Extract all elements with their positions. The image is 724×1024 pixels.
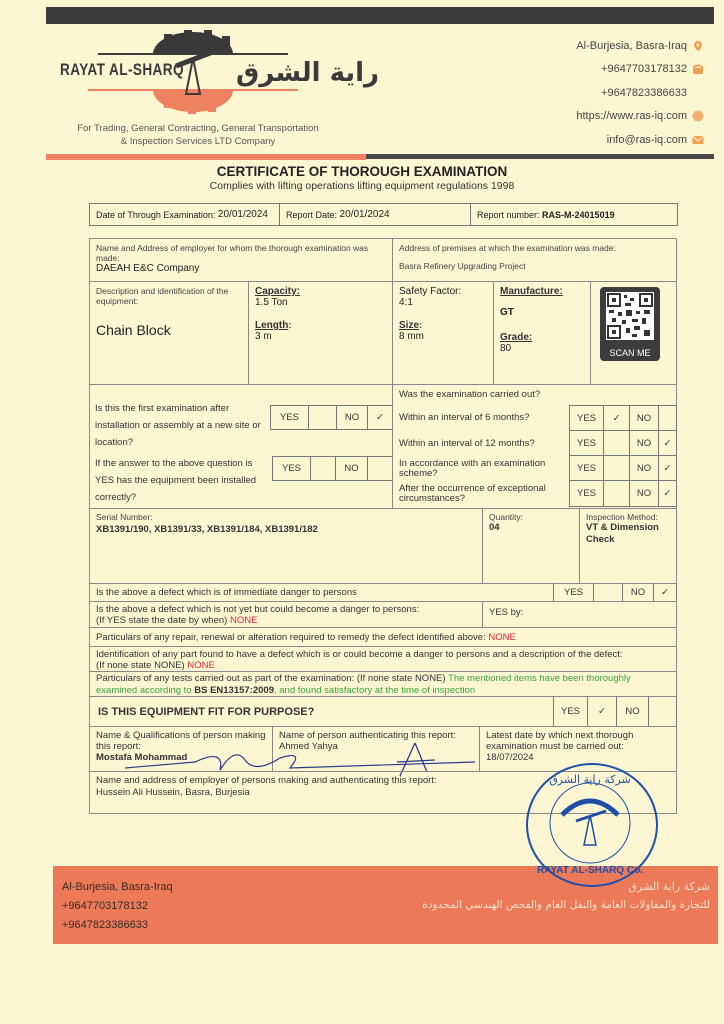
exam-row-12-months: Within an interval of 12 months? [399, 438, 535, 449]
exam-scheme-yes-no: YES NO ✓ [569, 455, 677, 481]
exam-12-months-yes-no: YES NO ✓ [569, 430, 677, 456]
contact-address: Al-Burjesia, Basra-Iraq [576, 34, 704, 58]
exam-6-months-yes-no: YES ✓ NO [569, 405, 677, 431]
certificate-title: CERTIFICATE OF THOROUGH EXAMINATION [216, 164, 508, 179]
installed-question: If the answer to the above question is YES has the equipment been installed correctly? [95, 458, 257, 503]
manufacture-grade-cell: Manufacture: GT Grade: 80 [493, 281, 591, 385]
qr-code-icon [606, 292, 654, 340]
next-exam-cell: Latest date by which next thorough examination must be carried out: 18/07/2024 [479, 726, 677, 772]
inspection-method-cell: Inspection Method: VT & Dimension Check [579, 508, 677, 584]
header-divider-orange [46, 154, 366, 160]
date-bar [89, 203, 678, 226]
contact-phone-1[interactable]: +9647703178132 [576, 58, 704, 82]
company-tagline: For Trading, General Contracting, General Transportation & Inspection Services LTD Company [77, 123, 319, 147]
serial-cell: Serial Number: XB1391/190, XB1391/33, XB1391/184, XB1391/182 [89, 508, 483, 584]
exam-exceptional-yes-box[interactable] [604, 481, 630, 506]
contact-block [576, 34, 704, 152]
fit-for-purpose-yes-no: YES ✓ NO [553, 696, 677, 727]
exam-row-6-months: Within an interval of 6 months? [399, 412, 530, 423]
contact-phone-2[interactable]: +9647823386633 [601, 86, 687, 99]
exam-exceptional-no-box[interactable]: ✓ [663, 488, 672, 499]
capacity-length-cell: Capacity: 1.5 Ton Length: 3 m [248, 281, 393, 385]
first-exam-yes-box[interactable] [309, 406, 337, 429]
header-divider-dark [366, 154, 714, 159]
installed-no-label: NO [336, 457, 368, 480]
stamp-emblem-icon [528, 765, 652, 881]
company-name-en: RAYAT AL-SHARQ [60, 60, 184, 79]
installed-yes-label: YES [273, 457, 311, 480]
exam-row-scheme: In accordance with an examination scheme? [399, 457, 546, 479]
defect-part-cell: Identification of any part found to have a defect which is or could become a danger to persons and a description of the defect: (If none state NONE) NONE [89, 646, 677, 672]
safety-factor-value: 4:1 [399, 297, 413, 308]
authenticator-cell: Name of person authenticating this report: Ahmed Yahya [272, 726, 480, 772]
globe-icon [692, 110, 704, 122]
manufacture-value: GT [500, 307, 514, 318]
first-exam-yes-no [270, 405, 393, 430]
contact-email[interactable]: info@ras-iq.com [576, 128, 704, 152]
svg-text:شركة راية الشرق: شركة راية الشرق [549, 773, 631, 786]
svg-text:RAYAT AL-SHARQ Co.: RAYAT AL-SHARQ Co. [537, 865, 643, 876]
company-name-ar: راية الشرق [236, 58, 380, 88]
premises-value: Basra Refinery Upgrading Project [399, 261, 526, 271]
footer-contact: Al-Burjesia, Basra-Iraq +9647703178132 +9647823386633 [62, 881, 173, 931]
certificate-subtitle: Complies with lifting operations lifting equipment regulations 1998 [209, 180, 515, 192]
exam-scheme-no-box[interactable]: ✓ [663, 462, 672, 474]
phone-icon [692, 63, 704, 75]
exam-12-months-yes-box[interactable] [604, 431, 630, 455]
quantity-value: 04 [489, 522, 500, 533]
qr-code[interactable] [600, 287, 660, 361]
header-top-bar [46, 7, 714, 24]
exam-exceptional-yes-no: YES NO ✓ [569, 480, 677, 507]
report-date-field: Report Date: 20/01/2024 [280, 204, 471, 225]
installed-no-box[interactable] [368, 457, 392, 480]
report-maker-name: Mostafa Mohammad [96, 752, 188, 763]
qr-scan-label: SCAN ME [609, 348, 651, 358]
exam-12-months-no-box[interactable]: ✓ [663, 437, 672, 449]
length-value: 3 m [255, 331, 272, 342]
first-exam-question: Is this the first examination after installation or assembly at a new site or location? [95, 403, 261, 448]
installed-yes-box[interactable] [311, 457, 336, 480]
size-value: 8 mm [399, 331, 424, 342]
exam-date-field: Date of Through Examination: 20/01/2024 [90, 204, 280, 225]
installed-yes-no [272, 456, 393, 481]
location-pin-icon [692, 40, 704, 52]
report-number-field: Report number: RAS-M-24015019 [477, 209, 615, 220]
equipment-desc-value: Chain Block [96, 322, 171, 338]
future-danger-cell: Is the above a defect which is not yet but could become a danger to persons: (If YES state the date by when) NONE [89, 601, 483, 628]
equipment-desc-cell: Description and identification of the equipment: Chain Block [89, 281, 249, 385]
first-exam-no-box[interactable]: ✓ [376, 412, 384, 423]
report-maker-cell: Name & Qualifications of person making this report: Mostafa Mohammad [89, 726, 273, 772]
exam-6-months-yes-box[interactable]: ✓ [604, 406, 630, 430]
fit-for-purpose-no-box[interactable] [649, 696, 676, 727]
inspection-method-value: VT & Dimension Check [586, 522, 659, 545]
company-stamp [526, 763, 658, 887]
exam-carried-out-heading: Was the examination carried out? [399, 389, 541, 400]
employer-value: DAEAH E&C Company [96, 263, 200, 274]
authenticator-name: Ahmed Yahya [279, 741, 338, 752]
envelope-icon [692, 134, 704, 146]
test-standard: BS EN13157:2009 [194, 684, 274, 696]
employer-of-persons-value: Hussein Ali Hussein, Basra, Burjesia [96, 787, 250, 798]
yes-by-cell: YES by: [482, 601, 677, 628]
employer-cell: Name and Address of employer for whom the thorough examination was made: DAEAH E&C Company [89, 238, 393, 282]
quantity-cell: Quantity: 04 [482, 508, 580, 584]
immediate-danger-yes-box[interactable] [594, 583, 623, 602]
capacity-value: 1.5 Ton [255, 297, 288, 308]
premises-cell: Address of premises at which the examination was made: Basra Refinery Upgrading Project [392, 238, 677, 282]
first-exam-no-label: NO [337, 406, 368, 429]
employer-of-persons-cell: Name and address of employer of persons making and authenticating this report: Hussein Ali Hussein, Basra, Burjesia [89, 771, 677, 814]
future-danger-value: NONE [229, 615, 258, 626]
fit-for-purpose-yes-box[interactable]: ✓ [588, 696, 617, 727]
immediate-danger-cell: Is the above a defect which is of immediate danger to persons [89, 583, 677, 602]
repair-cell: Particulars of any repair, renewal or alteration required to remedy the defect identified above: NONE [89, 627, 677, 647]
tests-cell: Particulars of any tests carried out as part of the examination: (If none state NONE) The mentioned items have been thoroughly examined according to BS EN13157:2009, and found satisfactory at the time of inspection [89, 671, 677, 697]
exam-row-exceptional: After the occurrence of exceptional circumstances? [399, 482, 546, 504]
immediate-danger-no-box[interactable]: ✓ [661, 587, 669, 598]
contact-website[interactable]: https://www.ras-iq.com [576, 105, 704, 129]
fit-for-purpose-cell: IS THIS EQUIPMENT FIT FOR PURPOSE? [89, 696, 677, 727]
first-exam-yes-label: YES [271, 406, 309, 429]
safety-size-cell: Safety Factor: 4:1 Size: 8 mm [392, 281, 494, 385]
exam-scheme-yes-box[interactable] [604, 456, 630, 480]
next-exam-date: 18/07/2024 [486, 752, 534, 763]
exam-6-months-no-box[interactable] [659, 406, 676, 430]
repair-value: NONE [488, 631, 516, 643]
defect-part-value: NONE [187, 660, 215, 671]
footer-arabic: شركة راية الشرق للتجارة والمقاولات العامة والنقل العام والفحص الهندسي المحدودة [422, 880, 710, 911]
serial-value: XB1391/190, XB1391/33, XB1391/184, XB1391/182 [96, 524, 318, 535]
immediate-danger-yes-no: YES NO ✓ [553, 583, 677, 602]
grade-value: 80 [500, 343, 512, 354]
